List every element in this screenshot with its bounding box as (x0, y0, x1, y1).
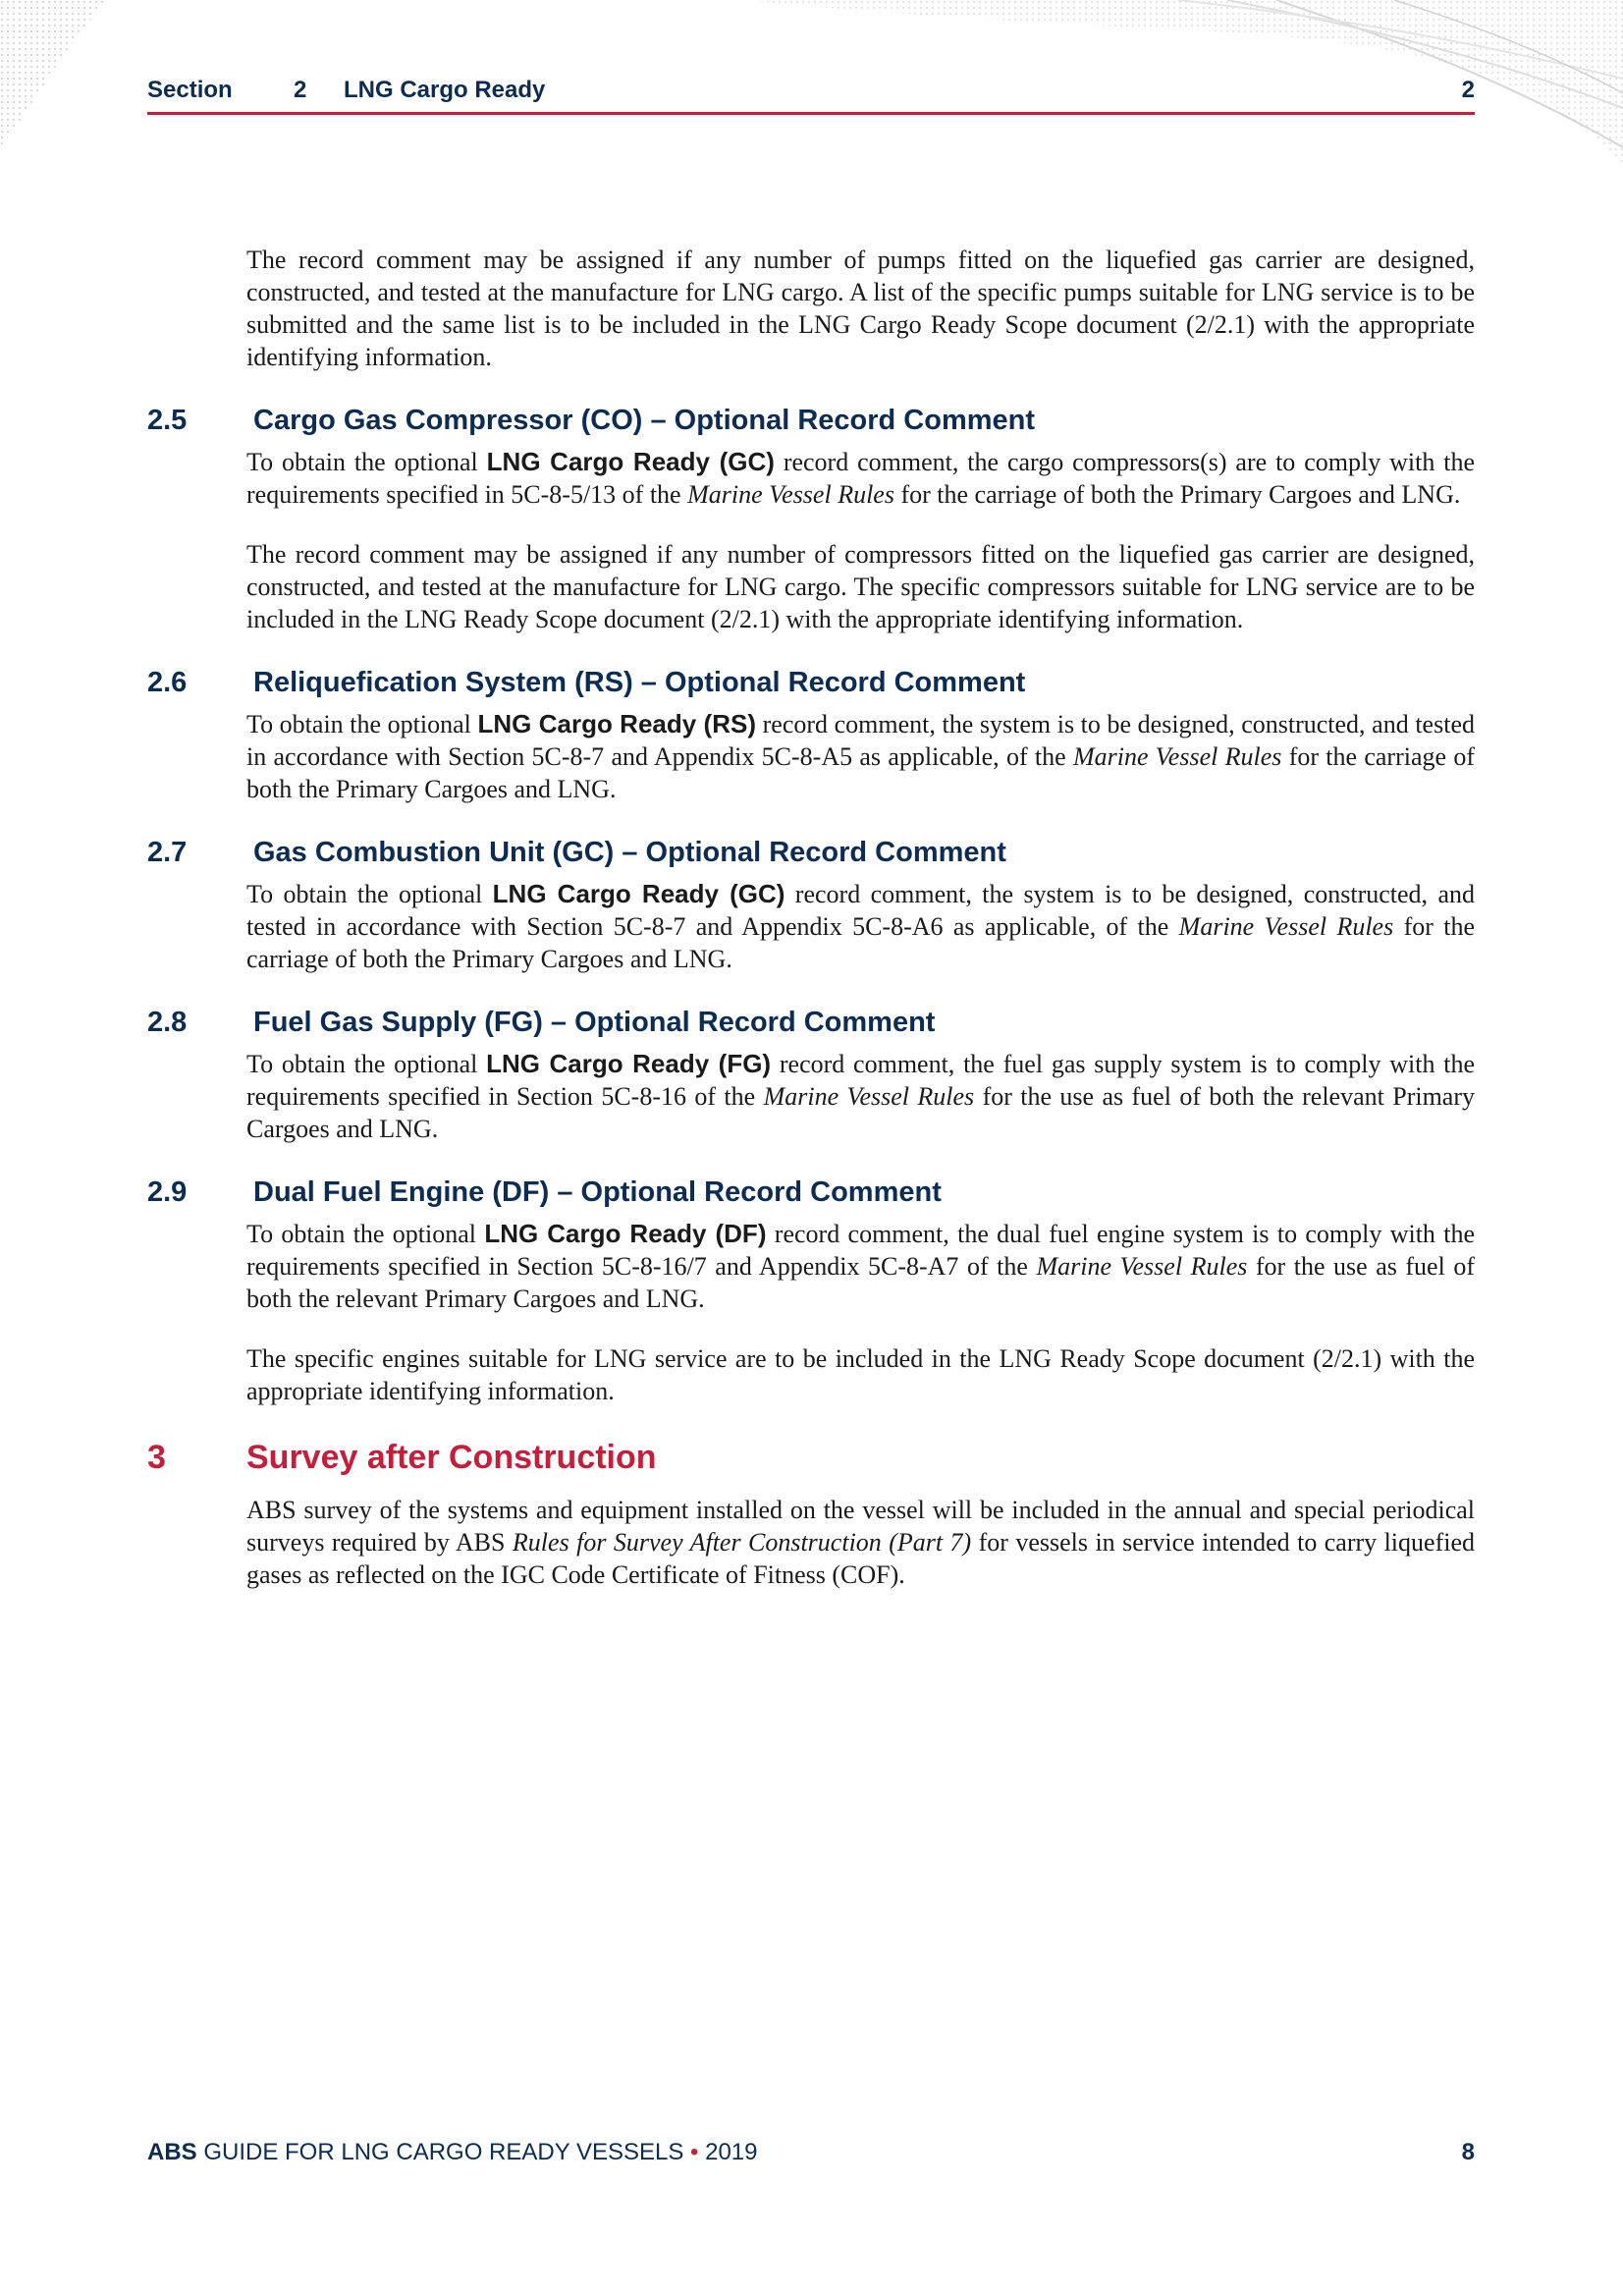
section-2-9-heading (147, 1173, 1475, 1212)
footer-guide-title: GUIDE FOR LNG CARGO READY VESSELS (196, 2139, 691, 2165)
page-footer (147, 2139, 1475, 2172)
section-2-5-heading (147, 401, 1475, 440)
section-2-7-heading (147, 833, 1475, 872)
record-comment-name: LNG Cargo Ready (FG) (486, 1049, 772, 1078)
rules-reference: Marine Vessel Rules (1178, 912, 1394, 941)
section-title: Gas Combustion Unit (GC) – Optional Record Comment (253, 836, 1006, 868)
record-comment-name: LNG Cargo Ready (GC) (486, 447, 775, 476)
section-title: Survey after Construction (246, 1438, 657, 1476)
section-number: 2.5 (147, 404, 188, 436)
section-3-paragraph-1: ABS survey of the systems and equipment installed on the vessel will be included in the annual and special periodical surveys required by ABS Rules for Survey After Construction (Part 7) for vessels in service intended to carry liquefied gases as reflected on the IGC Code Certificate of Fitness (COF). (246, 1496, 1475, 1589)
rules-reference: Marine Vessel Rules (1072, 742, 1282, 771)
rules-reference: Marine Vessel Rules (763, 1082, 975, 1111)
rules-reference: Marine Vessel Rules (1036, 1252, 1248, 1281)
header-divider (147, 112, 1475, 115)
footer-bullet: • (690, 2139, 699, 2165)
header-section-label: Section (147, 77, 233, 103)
section-2-8-heading (147, 1003, 1475, 1042)
section-2-7-paragraph-1: To obtain the optional LNG Cargo Ready (GC) record comment, the system is to be designed, constructed, and tested in accordance with Section 5C-8-7 and Appendix 5C-8-A6 as applicable, of the Marine Vessel Rules for the carriage of both the Primary Cargoes and LNG. (246, 879, 1476, 973)
header-section-title: LNG Cargo Ready (344, 77, 546, 103)
section-2-5-paragraph-1: To obtain the optional LNG Cargo Ready (GC) record comment, the cargo compressors(s) are to comply with the requirements specified in 5C-8-5/13 of the Marine Vessel Rules for the carriage of both the Primary Cargoes and LNG. (246, 447, 1475, 509)
page-header (147, 73, 1475, 116)
footer-brand: ABS (147, 2139, 197, 2165)
section-number: 2.7 (147, 836, 188, 868)
section-2-6-heading (147, 663, 1475, 702)
section-2-5-paragraph-2: The record comment may be assigned if any number of compressors fitted on the liquefied gas carrier are designed, constructed, and tested at the manufacture for LNG cargo. The specific compressors suitable for LNG service are to be included in the LNG Ready Scope document (2/2.1) with the appropriate identifying information. (246, 540, 1475, 633)
section-3-heading (147, 1435, 1475, 1480)
section-title: Reliquefication System (RS) – Optional Record Comment (253, 666, 1026, 698)
rules-reference: Marine Vessel Rules (687, 480, 894, 509)
header-page-ref: 2 (1461, 77, 1475, 103)
footer-year: 2019 (698, 2139, 758, 2165)
record-comment-name: LNG Cargo Ready (GC) (492, 879, 785, 908)
section-2-8-paragraph-1: To obtain the optional LNG Cargo Ready (FG) record comment, the fuel gas supply system is to comply with the requirements specified in Section 5C-8-16 of the Marine Vessel Rules for the use as fuel of both the relevant Primary Cargoes and LNG. (246, 1049, 1476, 1143)
section-title: Cargo Gas Compressor (CO) – Optional Record Comment (253, 404, 1036, 436)
section-title: Dual Fuel Engine (DF) – Optional Record Comment (253, 1175, 942, 1208)
footer-page-number: 8 (1461, 2139, 1475, 2165)
section-number: 3 (147, 1438, 166, 1476)
section-number: 2.6 (147, 666, 188, 698)
rules-reference: Rules for Survey After Construction (Part 7) (512, 1528, 972, 1557)
section-2-9-paragraph-1: To obtain the optional LNG Cargo Ready (DF) record comment, the dual fuel engine system is to comply with the requirements specified in Section 5C-8-16/7 and Appendix 5C-8-A7 of the Marine Vessel Rules for the use as fuel of both the relevant Primary Cargoes and LNG. (246, 1219, 1476, 1313)
section-title: Fuel Gas Supply (FG) – Optional Record Comment (253, 1006, 936, 1038)
section-number: 2.8 (147, 1006, 188, 1038)
record-comment-name: LNG Cargo Ready (DF) (484, 1219, 767, 1248)
section-number: 2.9 (147, 1175, 188, 1208)
record-comment-name: LNG Cargo Ready (RS) (477, 709, 756, 738)
intro-paragraph: The record comment may be assigned if any number of pumps fitted on the liquefied gas carrier are designed, constructed, and tested at the manufacture for LNG cargo. A list of the specific pumps suitable for LNG service is to be submitted and the same list is to be included in the LNG Cargo Ready Scope document (2/2.1) with the appropriate identifying information. (246, 246, 1475, 371)
section-2-6-paragraph-1: To obtain the optional LNG Cargo Ready (RS) record comment, the system is to be designed, constructed, and tested in accordance with Section 5C-8-7 and Appendix 5C-8-A5 as applicable, of the Marine Vessel Rules for the carriage of both the Primary Cargoes and LNG. (246, 709, 1476, 803)
header-section-number: 2 (294, 77, 307, 103)
document-body (147, 244, 1475, 1618)
section-2-9-paragraph-2: The specific engines suitable for LNG service are to be included in the LNG Ready Scope document (2/2.1) with the appropriate identifying information. (246, 1344, 1475, 1405)
